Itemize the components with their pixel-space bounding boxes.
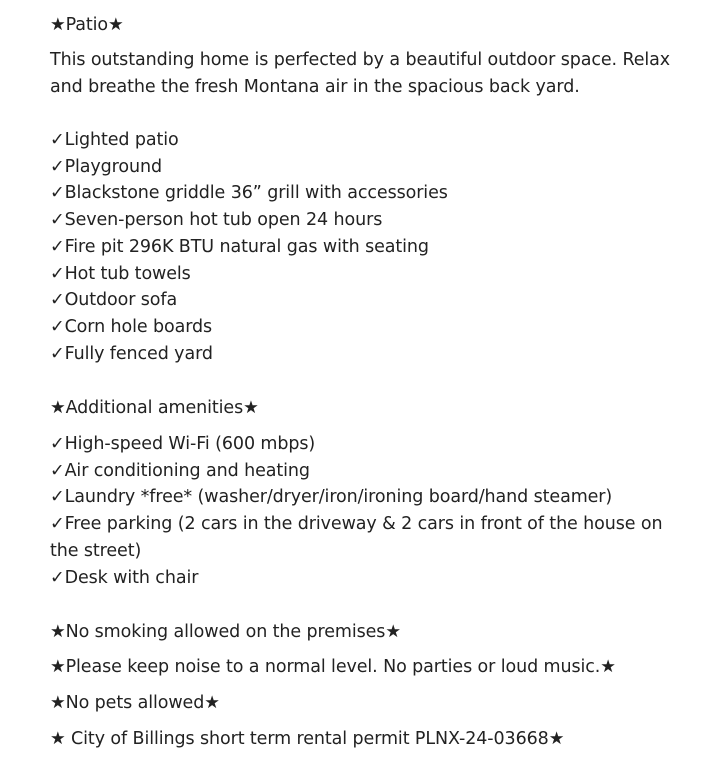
- list-item: ✓Fully fenced yard: [50, 343, 213, 364]
- list-item: ✓Playground: [50, 156, 162, 177]
- noise-rule: ★Please keep noise to a normal level. No parties or loud music.★: [50, 657, 616, 677]
- no-smoking-rule: ★No smoking allowed on the premises★: [50, 622, 401, 642]
- patio-feature-list: [50, 127, 690, 367]
- list-item: ✓Outdoor sofa: [50, 290, 178, 311]
- list-item: ✓High-speed Wi-Fi (600 mbps): [50, 434, 316, 454]
- list-item: ✓Hot tub towels: [50, 263, 191, 284]
- patio-heading: ★Patio★: [50, 15, 124, 35]
- list-item: ✓Corn hole boards: [50, 316, 213, 337]
- list-item: ✓Air conditioning and heating: [50, 460, 310, 481]
- no-pets-rule: ★No pets allowed★: [50, 693, 220, 713]
- list-item: ✓Laundry *free* (washer/dryer/iron/ironing board/hand steamer): [50, 487, 613, 508]
- patio-description: This outstanding home is perfected by a beautiful outdoor space. Relax and breathe the fresh Montana air in the spacious back yard.: [50, 50, 671, 97]
- list-item: ✓Free parking (2 cars in the driveway & 2 cars in front of the house on the street): [50, 514, 663, 561]
- rental-permit: ★ City of Billings short term rental permit PLNX-24-03668★: [50, 729, 565, 749]
- list-item: ✓Seven-person hot tub open 24 hours: [50, 210, 383, 231]
- list-item: ✓Blackstone griddle 36” grill with accessories: [50, 183, 448, 204]
- list-item: ✓Lighted patio: [50, 130, 179, 150]
- amenities-list: [50, 431, 690, 591]
- list-item: ✓Desk with chair: [50, 567, 199, 588]
- amenities-heading: ★Additional amenities★: [50, 398, 259, 418]
- list-item: ✓Fire pit 296K BTU natural gas with seating: [50, 236, 429, 257]
